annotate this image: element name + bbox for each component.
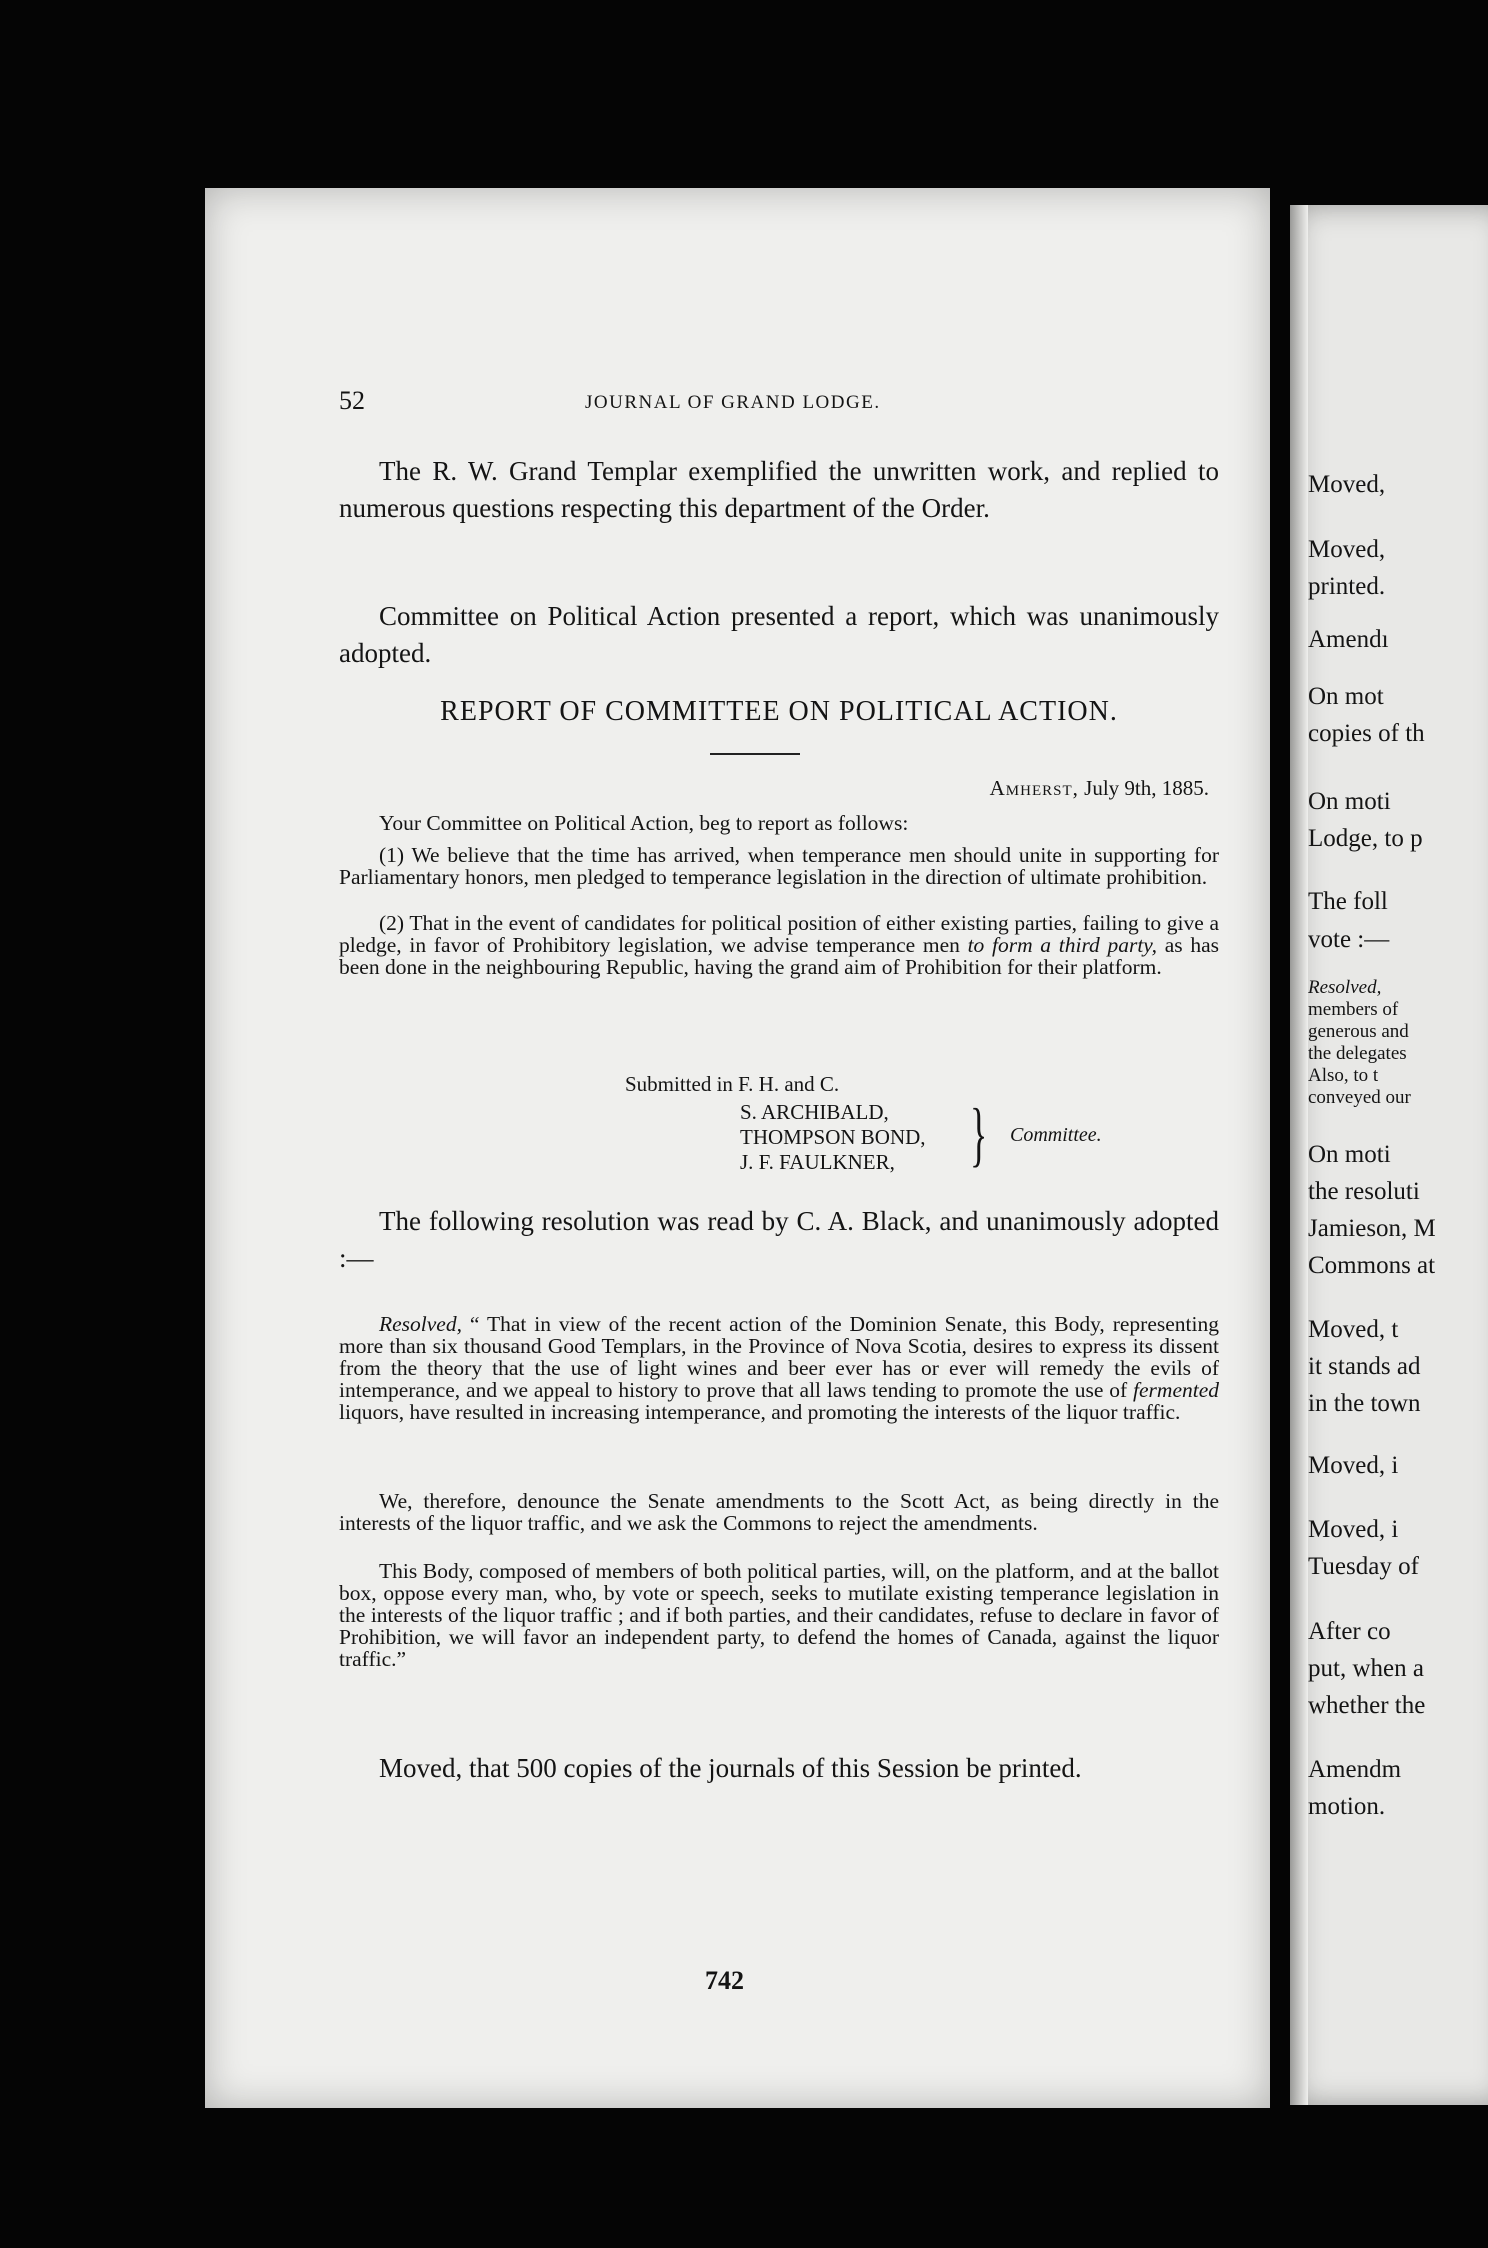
facing-page — [1290, 205, 1488, 2105]
report-item-1: (1) We believe that the time has arrived, when temperance men should unite in supporting for Parliamentary honors, men pledged to temperance legislation in the direction of ultimate prohibition. — [339, 843, 1219, 889]
facing-line: conveyed our — [1308, 1087, 1411, 1108]
resolved-label: Resolved, — [379, 1312, 462, 1336]
facing-line: the delegates — [1308, 1043, 1407, 1064]
item2-text-b: as has been done in the neighbouring Republic, having the grand aim of Prohibition for their platform. — [339, 933, 1219, 979]
paragraph-committee-report: Committee on Political Action presented a report, which was unanimously adopted. — [339, 601, 1219, 668]
facing-line: On moti — [1308, 1141, 1391, 1168]
journal-page — [205, 188, 1270, 2108]
facing-line: copies of th — [1308, 720, 1425, 747]
committee-label: Committee. — [1010, 1124, 1102, 1146]
report-item-2 — [339, 912, 1219, 978]
facing-line: Tuesday of — [1308, 1553, 1419, 1580]
footer-number: 742 — [705, 1966, 744, 1995]
page-number: 52 — [339, 386, 365, 415]
facing-line: On mot — [1308, 683, 1384, 710]
dateline-date: July 9th, 1885. — [1084, 776, 1209, 800]
item2-text-a: (2) That in the event of candidates for political position of either existing parties, failing to give a pledge, in favor of Prohibitory legislation, we advise temperance men — [339, 911, 1219, 957]
facing-line: whether the — [1308, 1692, 1426, 1719]
facing-line: put, when a — [1308, 1655, 1424, 1682]
committee-member: S. ARCHIBALD, — [740, 1100, 889, 1124]
facing-line: vote :— — [1308, 926, 1390, 953]
facing-line: Amendı — [1308, 626, 1389, 653]
committee-member: J. F. FAULKNER, — [740, 1150, 895, 1174]
committee-members — [740, 1100, 926, 1175]
report-intro: Your Committee on Political Action, beg to report as follows: — [379, 811, 909, 835]
item2-emphasis: to form a third party, — [967, 933, 1158, 957]
facing-line: it stands ad — [1308, 1353, 1421, 1380]
facing-line: Resolved, — [1308, 977, 1382, 998]
facing-line: Jamieson, M — [1308, 1215, 1436, 1242]
moved-copies-paragraph: Moved, that 500 copies of the journals of this Session be printed. — [379, 1753, 1082, 1783]
facing-line: the resoluti — [1308, 1178, 1420, 1205]
resolution-paragraph-3: This Body, composed of members of both political parties, will, on the platform, and at the ballot box, oppose every man, who, by vote or speech, seeks to mutilate existing temperance legislation in the interests of the liquor traffic ; and if both parties, and their candidates, refuse to declare in favor of Prohibition, we will favor an independent party, to defend the homes of Canada, against the liquor traffic.” — [339, 1559, 1219, 1671]
facing-line: Moved, — [1308, 471, 1386, 498]
resolution-paragraph-1 — [339, 1313, 1219, 1423]
committee-member: THOMPSON BOND, — [740, 1125, 926, 1149]
submitted-line: Submitted in F. H. and C. — [625, 1072, 840, 1096]
running-head: JOURNAL OF GRAND LODGE. — [585, 392, 881, 413]
facing-line: Moved, i — [1308, 1452, 1399, 1479]
facing-line: printed. — [1308, 573, 1386, 600]
facing-line: in the town — [1308, 1390, 1421, 1417]
dateline-place: Amherst, — [989, 776, 1079, 800]
resolution-paragraph-2: We, therefore, denounce the Senate amendments to the Scott Act, as being directly in the interests of the liquor traffic, and we ask the Commons to reject the amendments. — [339, 1489, 1219, 1535]
facing-line: Moved, t — [1308, 1316, 1399, 1343]
facing-line: On moti — [1308, 788, 1391, 815]
facing-line: generous and — [1308, 1021, 1409, 1042]
facing-line: After co — [1308, 1618, 1391, 1645]
facing-line: Lodge, to p — [1308, 825, 1423, 852]
res1-text-a: “ That in view of the recent action of the Dominion Senate, this Body, representing more than six thousand Good Templars, in the Province of Nova Scotia, desires to express its dissent from the theory that the use of light wines and beer ever has or ever will remedy the evils of intemperance, and we appeal to history to prove that all laws tending to promote the use of — [339, 1312, 1219, 1402]
res1-text-b: liquors, have resulted in increasing intemperance, and promoting the interests of the liquor traffic. — [339, 1400, 1181, 1424]
facing-line: Also, to t — [1308, 1065, 1379, 1086]
facing-line: Commons at — [1308, 1252, 1436, 1279]
facing-line: motion. — [1308, 1793, 1386, 1820]
committee-brace: } — [970, 1094, 988, 1174]
dateline — [339, 776, 1209, 801]
report-title: REPORT OF COMMITTEE ON POLITICAL ACTION. — [440, 696, 1118, 727]
facing-line: Amendm — [1308, 1756, 1402, 1783]
resolution-intro: The following resolution was read by C. A. Black, and unanimously adopted :— — [339, 1206, 1219, 1273]
facing-line: members of — [1308, 999, 1399, 1020]
paragraph-unwritten-work: The R. W. Grand Templar exemplified the unwritten work, and replied to numerous questions respecting this department of the Order. — [339, 456, 1219, 523]
facing-line: The foll — [1308, 888, 1388, 915]
binding-shadow — [1290, 205, 1308, 2105]
res1-emphasis: fermented — [1133, 1378, 1219, 1402]
facing-line: Moved, i — [1308, 1516, 1399, 1543]
title-rule — [710, 753, 800, 755]
facing-line: Moved, — [1308, 536, 1386, 563]
